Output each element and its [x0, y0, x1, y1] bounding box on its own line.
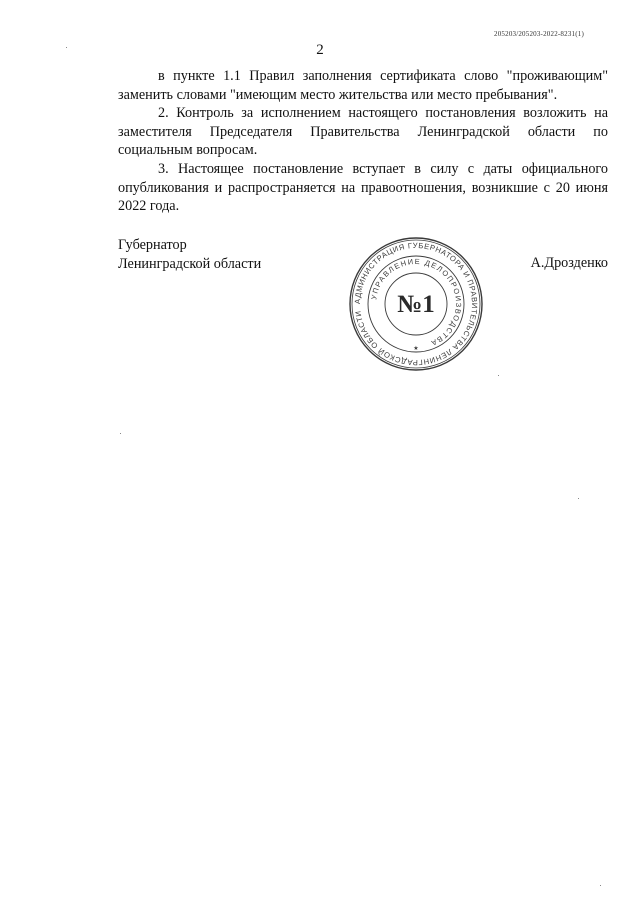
scan-speck	[578, 498, 579, 499]
signatory-title-line-1: Губернатор	[118, 237, 187, 253]
seal-graphic	[348, 236, 484, 372]
scan-speck	[66, 47, 67, 48]
seal-outer-text: АДМИНИСТРАЦИЯ ГУБЕРНАТОРА И ПРАВИТЕЛЬСТВА ЛЕНИНГРАДСКОЙ ОБЛАСТИ	[352, 240, 480, 368]
signatory-title-line-2: Ленинградской области	[118, 255, 262, 272]
document-body	[118, 67, 608, 216]
paragraph-1: в пункте 1.1 Правил заполнения сертификата слово "проживающим" заменить словами "имеющим место жительства или место пребывания".	[118, 68, 608, 103]
seal-star-icon: ★	[413, 345, 419, 352]
paragraph-2: 2. Контроль за исполнением настоящего постановления возложить на заместителя Председателя Правительства Ленинградской области по социальным вопросам.	[118, 105, 608, 159]
scan-speck	[120, 433, 121, 434]
seal-number: №1	[397, 291, 435, 318]
seal-inner-text: УПРАВЛЕНИЕ ДЕЛОПРОИЗВОДСТВА	[369, 256, 464, 349]
paragraph-3: 3. Настоящее постановление вступает в силу с даты официального опубликования и распространяется на правоотношения, возникшие с 20 июня 2022 года.	[118, 160, 608, 215]
scan-speck	[498, 375, 499, 376]
page-number: 2	[316, 42, 324, 58]
document-number: 205203/205203-2022-8231(1)	[494, 30, 584, 38]
scan-speck	[600, 885, 601, 886]
signatory-title	[118, 236, 261, 273]
official-seal	[348, 236, 484, 372]
signatory-name: А.Дрозденко	[530, 255, 608, 271]
